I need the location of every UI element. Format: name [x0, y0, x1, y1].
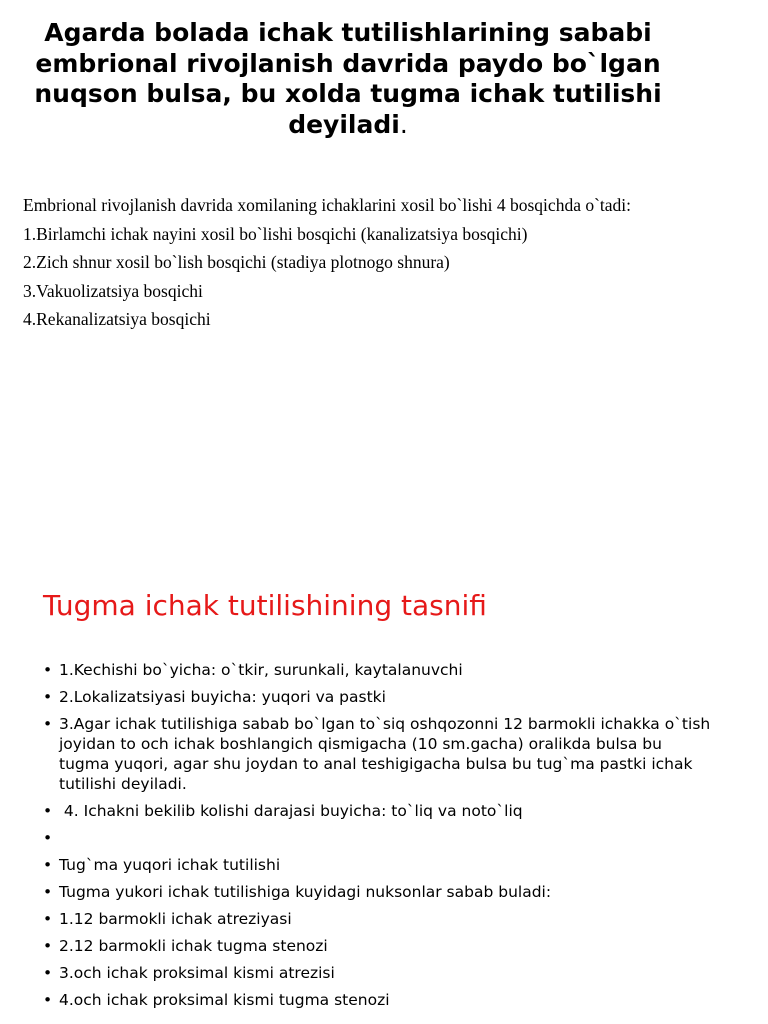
bullet-icon: •	[43, 688, 53, 706]
slide-1-title-text: Agarda bolada ichak tutilishlarining sababi embrional rivojlanish davrida paydo bo`lgan nuqson bulsa, bu xolda tugma ichak tutilishi deyiladi	[34, 18, 662, 139]
slide-1-body	[23, 195, 663, 338]
bullet-icon: •	[43, 991, 53, 1009]
stage-2-paragraph: 2.Zich shnur xosil bo`lish bosqichi (stadiya plotnogo shnura)	[23, 252, 450, 272]
list-item	[43, 714, 711, 794]
list-item-text: 3.Agar ichak tutilishiga sabab bo`lgan to`siq oshqozonni 12 barmokli ichakka o`tish joyidan to och ichak boshlangich qismigacha (10 sm.gacha) oralikda bulsa bu tugma yuqori, agar shu joydan to anal teshigigacha bulsa bu tug`ma pastki ichak tutilishi deyiladi.	[59, 715, 711, 793]
bullet-icon: •	[43, 910, 53, 928]
intro-paragraph: Embrional rivojlanish davrida xomilaning ichaklarini xosil bo`lishi 4 bosqichda o`tadi:	[23, 195, 632, 215]
list-item	[43, 963, 711, 983]
bullet-icon: •	[43, 856, 53, 874]
list-item	[43, 828, 711, 848]
bullet-icon: •	[43, 937, 53, 955]
list-item	[43, 660, 711, 680]
bullet-icon: •	[43, 964, 53, 982]
classification-list	[43, 660, 711, 1017]
list-item	[43, 936, 711, 956]
list-item	[43, 990, 711, 1010]
list-item-text: 1.Kechishi bo`yicha: o`tkir, surunkali, kaytalanuvchi	[59, 661, 463, 679]
bullet-icon: •	[43, 883, 53, 901]
list-item	[43, 882, 711, 902]
list-item-text: 4.och ichak proksimal kismi tugma stenozi	[59, 991, 390, 1009]
list-item-text: 4. Ichakni bekilib kolishi darajasi buyicha: to`liq va noto`liq	[59, 802, 523, 820]
list-item-text: Tugma yukori ichak tutilishiga kuyidagi nuksonlar sabab buladi:	[59, 883, 552, 901]
list-item	[43, 801, 711, 821]
bullet-icon: •	[43, 661, 53, 679]
bullet-icon: •	[43, 829, 53, 847]
list-item	[43, 909, 711, 929]
list-item	[43, 855, 711, 875]
list-item-text: 3.och ichak proksimal kismi atrezisi	[59, 964, 335, 982]
slide-2-title: Tugma ichak tutilishining tasnifi	[43, 589, 487, 622]
stage-3-paragraph: 3.Vakuolizatsiya bosqichi	[23, 280, 203, 301]
list-item-text: 1.12 barmokli ichak atreziyasi	[59, 910, 292, 928]
slide-1-title	[30, 18, 666, 140]
list-item	[43, 687, 711, 707]
stage-4-paragraph: 4.Rekanalizatsiya bosqichi	[23, 309, 211, 329]
list-item-text: Tug`ma yuqori ichak tutilishi	[59, 856, 281, 874]
list-item-text: 2.Lokalizatsiyasi buyicha: yuqori va pastki	[59, 688, 386, 706]
stage-1-paragraph: 1.Birlamchi ichak nayini xosil bo`lishi bosqichi (kanalizatsiya bosqichi)	[23, 223, 528, 244]
bullet-icon: •	[43, 715, 53, 733]
bullet-icon: •	[43, 802, 53, 820]
slide-1-title-period: .	[399, 109, 408, 139]
list-item-text: 2.12 barmokli ichak tugma stenozi	[59, 937, 328, 955]
